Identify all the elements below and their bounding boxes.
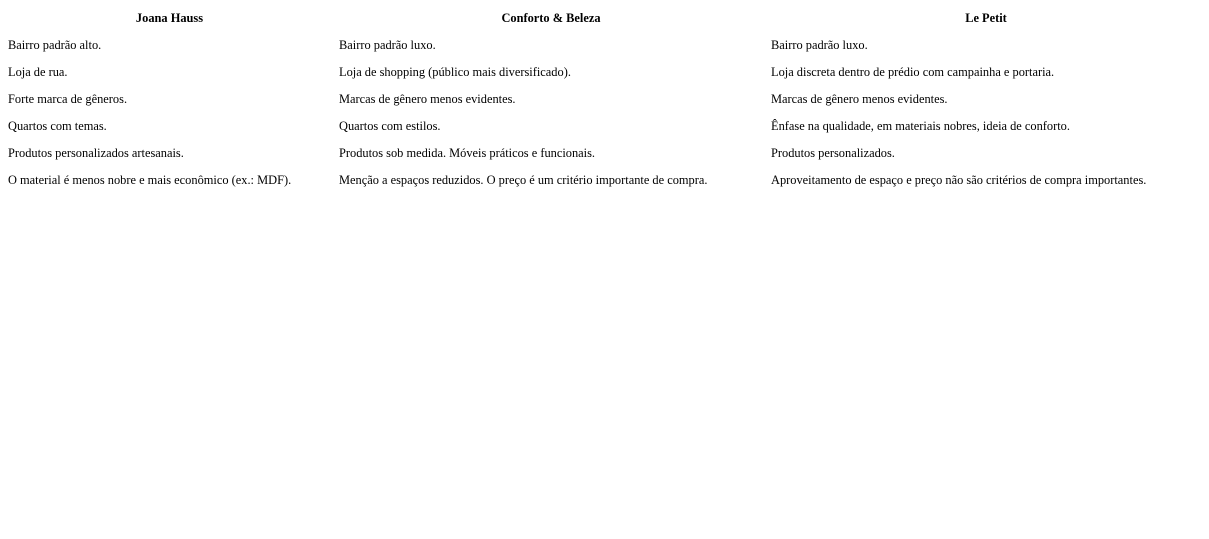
comparison-table-container <box>4 5 1205 194</box>
table-cell: Quartos com temas. <box>8 119 107 133</box>
table-cell: Loja de shopping (público mais diversificado). <box>339 65 571 79</box>
comparison-table <box>4 5 1205 194</box>
column-header-le-petit: Le Petit <box>965 11 1007 25</box>
table-row <box>4 113 1205 140</box>
table-row <box>4 167 1205 194</box>
table-cell: Marcas de gênero menos evidentes. <box>339 92 516 106</box>
table-cell: Aproveitamento de espaço e preço não são critérios de compra importantes. <box>771 173 1147 187</box>
table-cell: Bairro padrão alto. <box>8 38 102 52</box>
table-row <box>4 140 1205 167</box>
table-cell: O material é menos nobre e mais econômico (ex.: MDF). <box>8 173 292 187</box>
table-cell: Loja de rua. <box>8 65 68 79</box>
table-cell: Produtos personalizados. <box>771 146 895 160</box>
table-cell: Quartos com estilos. <box>339 119 441 133</box>
table-row <box>4 59 1205 86</box>
table-cell: Marcas de gênero menos evidentes. <box>771 92 948 106</box>
column-header-conforto-beleza: Conforto & Beleza <box>501 11 601 25</box>
table-row <box>4 32 1205 59</box>
table-cell: Ênfase na qualidade, em materiais nobres, ideia de conforto. <box>771 119 1070 133</box>
header-row <box>4 5 1205 32</box>
table-row <box>4 86 1205 113</box>
column-header-joana-hauss: Joana Hauss <box>135 11 204 25</box>
table-cell: Forte marca de gêneros. <box>8 92 128 106</box>
table-cell: Loja discreta dentro de prédio com campainha e portaria. <box>771 65 1055 79</box>
table-cell: Menção a espaços reduzidos. O preço é um critério importante de compra. <box>339 173 708 187</box>
table-cell: Bairro padrão luxo. <box>771 38 868 52</box>
table-cell: Produtos sob medida. Móveis práticos e funcionais. <box>339 146 596 160</box>
table-cell: Bairro padrão luxo. <box>339 38 436 52</box>
table-cell: Produtos personalizados artesanais. <box>8 146 184 160</box>
